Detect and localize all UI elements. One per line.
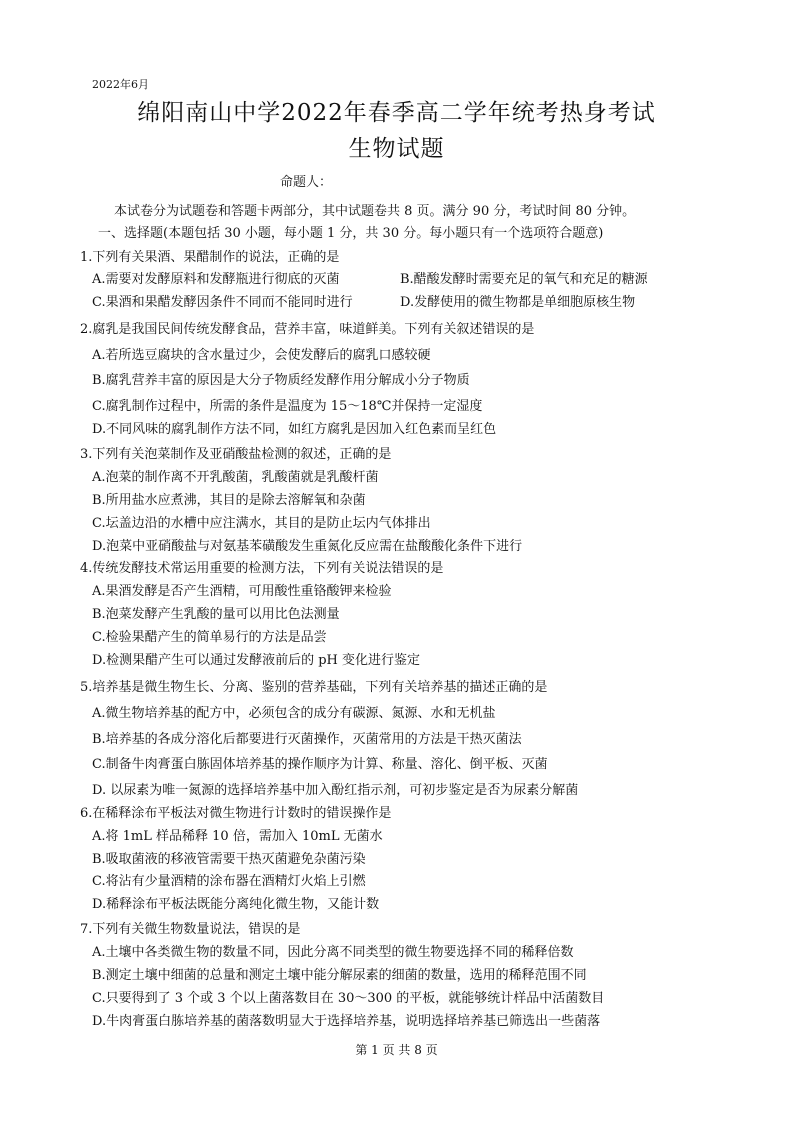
- question-3-option-a: A.泡菜的制作离不开乳酸菌，乳酸菌就是乳酸杆菌: [92, 470, 379, 485]
- question-5-option-d: D. 以尿素为唯一氮源的选择培养基中加入酚红指示剂，可初步鉴定是否为尿素分解菌: [92, 783, 579, 798]
- question-1-option-c: C.果酒和果醋发酵因条件不同而不能同时进行: [92, 295, 353, 310]
- question-6-option-a: A.将 1mL 样品稀释 10 倍，需加入 10mL 无菌水: [92, 829, 383, 844]
- question-2-stem: 2.腐乳是我国民间传统发酵食品，营养丰富，味道鲜美。下列有关叙述错误的是: [80, 322, 535, 337]
- question-2-option-a: A.若所选豆腐块的含水量过少，会使发酵后的腐乳口感较硬: [92, 348, 431, 363]
- question-1-option-d: D.发酵使用的微生物都是单细胞原核生物: [400, 295, 636, 310]
- question-4-option-b: B.泡菜发酵产生乳酸的量可以用比色法测量: [92, 607, 340, 622]
- question-2-option-d: D.不同风味的腐乳制作方法不同，如红方腐乳是因加入红色素而呈红色: [92, 422, 497, 437]
- question-6-stem: 6.在稀释涂布平板法对微生物进行计数时的错误操作是: [80, 806, 392, 821]
- author-label: 命题人：: [280, 175, 333, 190]
- question-4-option-c: C.检验果醋产生的简单易行的方法是品尝: [92, 630, 327, 645]
- question-2-option-c: C.腐乳制作过程中，所需的条件是温度为 15～18℃并保持一定湿度: [92, 399, 483, 414]
- exam-subject: 生物试题: [348, 136, 445, 162]
- question-5-option-b: B.培养基的各成分溶化后都要进行灭菌操作，灭菌常用的方法是干热灭菌法: [92, 732, 522, 747]
- question-3-option-d: D.泡菜中亚硝酸盐与对氨基苯磺酸发生重氮化反应需在盐酸酸化条件下进行: [92, 539, 523, 554]
- question-3-option-c: C.坛盖边沿的水槽中应注满水，其目的是防止坛内气体排出: [92, 516, 431, 531]
- question-7-option-d: D.牛肉膏蛋白胨培养基的菌落数明显大于选择培养基，说明选择培养基已筛选出一些菌落: [92, 1014, 601, 1029]
- question-7-stem: 7.下列有关微生物数量说法，错误的是: [80, 922, 301, 937]
- exam-instructions: 本试卷分为试题卷和答题卡两部分，其中试题卷共 8 页。满分 90 分，考试时间 80 分钟。: [114, 204, 636, 219]
- page-number: 第 1 页 共 8 页: [355, 1043, 438, 1057]
- question-6-option-b: B.吸取菌液的移液管需要干热灭菌避免杂菌污染: [92, 852, 366, 867]
- question-7-option-c: C.只要得到了 3 个或 3 个以上菌落数目在 30～300 的平板，就能够统计样品中活菌数目: [92, 991, 605, 1006]
- question-6-option-d: D.稀释涂布平板法既能分离纯化微生物，又能计数: [92, 897, 380, 912]
- question-1-option-b: B.醋酸发酵时需要充足的氧气和充足的糖源: [400, 272, 648, 287]
- question-2-option-b: B.腐乳营养丰富的原因是大分子物质经发酵作用分解成小分子物质: [92, 373, 470, 388]
- question-4-option-a: A.果酒发酵是否产生酒精，可用酸性重铬酸钾来检验: [92, 584, 392, 599]
- question-1-option-a: A.需要对发酵原料和发酵瓶进行彻底的灭菌: [92, 272, 340, 287]
- question-4-option-d: D.检测果醋产生可以通过发酵液前后的 pH 变化进行鉴定: [92, 653, 421, 668]
- question-5-option-c: C.制备牛肉膏蛋白胨固体培养基的操作顺序为计算、称量、溶化、倒平板、灭菌: [92, 757, 548, 772]
- question-5-option-a: A.微生物培养基的配方中，必须包含的成分有碳源、氮源、水和无机盐: [92, 706, 496, 721]
- question-4-stem: 4.传统发酵技术常运用重要的检测方法，下列有关说法错误的是: [80, 561, 444, 576]
- exam-title: 绵阳南山中学2022年春季高二学年统考热身考试: [137, 100, 656, 126]
- question-3-stem: 3.下列有关泡菜制作及亚硝酸盐检测的叙述，正确的是: [80, 447, 392, 462]
- question-6-option-c: C.将沾有少量酒精的涂布器在酒精灯火焰上引燃: [92, 874, 366, 889]
- section-heading: 一、选择题(本题包括 30 小题，每小题 1 分，共 30 分。每小题只有一个选项符合题意): [98, 226, 604, 241]
- exam-date: 2022年6月: [92, 78, 149, 91]
- question-1-stem: 1.下列有关果酒、果醋制作的说法，正确的是: [80, 250, 340, 265]
- question-7-option-b: B.测定土壤中细菌的总量和测定土壤中能分解尿素的细菌的数量，选用的稀释范围不同: [92, 968, 587, 983]
- question-7-option-a: A.土壤中各类微生物的数量不同，因此分离不同类型的微生物要选择不同的稀释倍数: [92, 945, 574, 960]
- question-5-stem: 5.培养基是微生物生长、分离、鉴别的营养基础，下列有关培养基的描述正确的是: [80, 680, 548, 695]
- question-3-option-b: B.所用盐水应煮沸，其目的是除去溶解氧和杂菌: [92, 493, 366, 508]
